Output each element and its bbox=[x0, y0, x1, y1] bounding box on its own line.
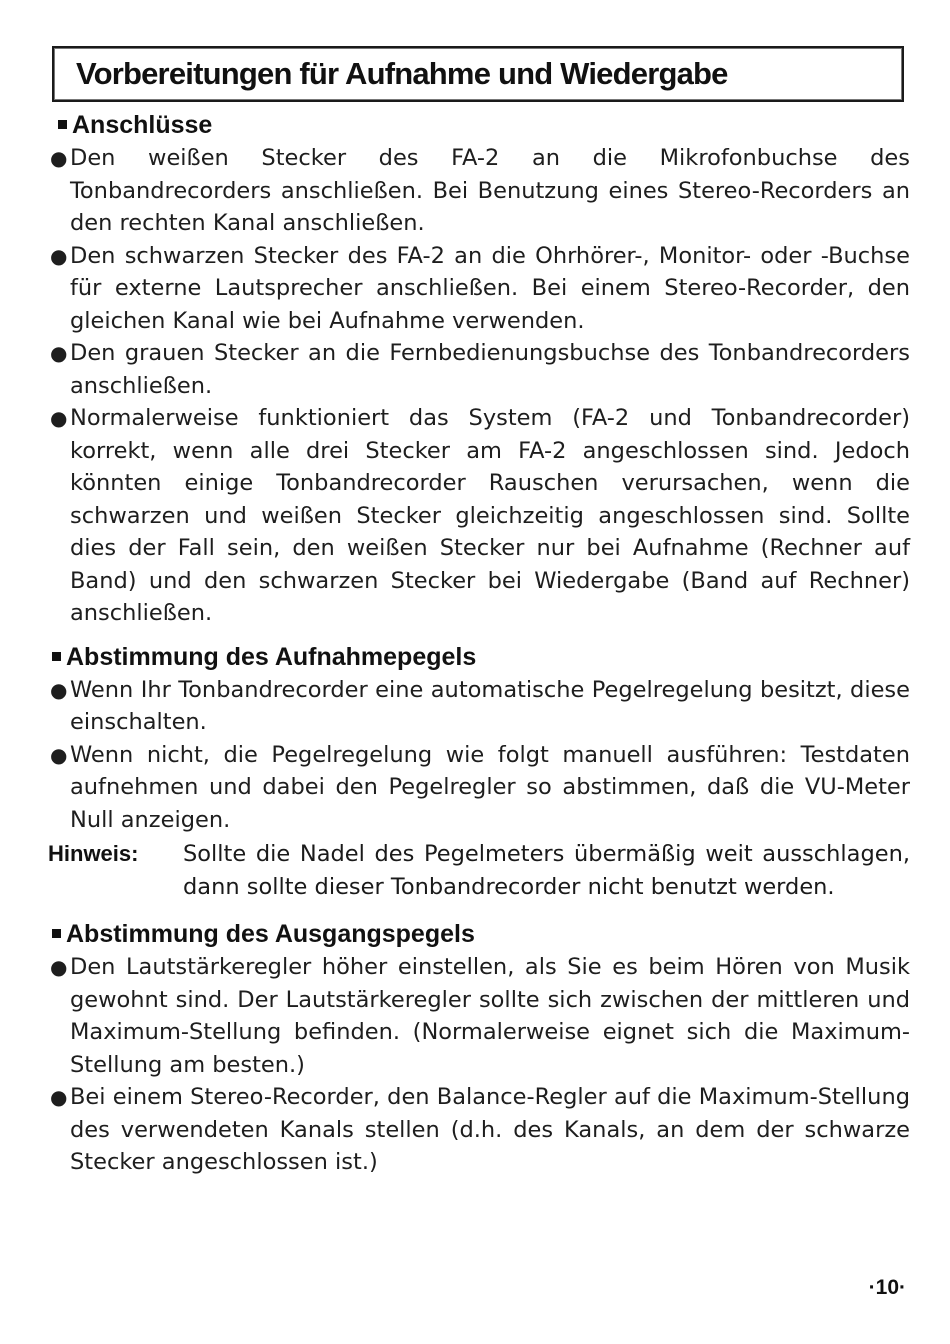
bullet-list bbox=[48, 674, 910, 837]
round-bullet-icon: ● bbox=[50, 677, 68, 702]
section-heading-text: Anschlüsse bbox=[72, 111, 213, 139]
list-item-text: Wenn nicht, die Pegelregelung wie folgt manuell ausführen: Testdaten aufnehmen und dabei den Pegelregler so abstimmen, daß die VU-Meter Null anzeigen. bbox=[70, 741, 910, 833]
list-item-text: Den schwarzen Stecker des FA-2 an die Ohrhörer-, Monitor- oder -Buchse für externe Lautsprecher anschließen. Bei einem Stereo-Recorder, den gleichen Kanal wie bei Aufnahme verwenden. bbox=[70, 242, 910, 334]
section-anschluesse bbox=[48, 108, 910, 630]
note bbox=[48, 838, 910, 903]
list-item-text: Den Lautstärkeregler höher einstellen, als Sie es beim Hören von Musik gewohnt sind. Der Lautstärkeregler sollte sich zwischen der mittleren und Maximum-Stellung befinden. (Normalerweise eignet sich die Maximum-Stellung am besten.) bbox=[70, 954, 910, 1078]
square-bullet-icon bbox=[52, 652, 61, 661]
round-bullet-icon: ● bbox=[50, 146, 68, 170]
section-heading-text: Abstimmung des Aufnahmepegels bbox=[66, 642, 477, 671]
section-heading bbox=[52, 917, 910, 951]
bullet-list bbox=[48, 951, 910, 1179]
document-page bbox=[48, 46, 910, 1179]
page-title: Vorbereitungen für Aufnahme und Wiedergabe bbox=[76, 56, 728, 91]
section-heading-text: Abstimmung des Ausgangspegels bbox=[66, 920, 475, 948]
page-number: ·10· bbox=[868, 1276, 906, 1299]
round-bullet-icon: ● bbox=[50, 1085, 68, 1109]
list-item bbox=[48, 142, 910, 240]
section-aufnahmepegel bbox=[48, 640, 910, 904]
round-bullet-icon: ● bbox=[50, 742, 68, 767]
section-ausgangspegel bbox=[48, 917, 910, 1179]
list-item bbox=[48, 240, 910, 338]
note-label: Hinweis: bbox=[48, 841, 139, 866]
round-bullet-icon: ● bbox=[50, 341, 68, 365]
square-bullet-icon bbox=[58, 120, 67, 129]
list-item bbox=[48, 402, 910, 630]
list-item-text: Bei einem Stereo-Recorder, den Balance-Regler auf die Maximum-Stellung des verwendeten Kanals stellen (d.h. des Kanals, an dem der schwarze Stecker angeschlossen ist.) bbox=[70, 1084, 910, 1175]
title-box bbox=[52, 46, 904, 102]
list-item bbox=[48, 1081, 910, 1179]
list-item-text: Wenn Ihr Tonbandrecorder eine automatische Pegelregelung besitzt, diese einschalten. bbox=[70, 676, 910, 735]
list-item bbox=[48, 739, 910, 837]
round-bullet-icon: ● bbox=[50, 243, 68, 268]
list-item bbox=[48, 674, 910, 739]
list-item-text: Den grauen Stecker an die Fernbedienungsbuchse des Tonbandrecorders anschließen. bbox=[70, 340, 910, 399]
list-item-text: Den weißen Stecker des FA-2 an die Mikrofonbuchse des Tonbandrecorders anschließen. Bei Benutzung eines Stereo-Recorders an den rechten Kanal anschließen. bbox=[70, 145, 910, 236]
list-item bbox=[48, 951, 910, 1081]
note-text: Sollte die Nadel des Pegelmeters übermäßig weit ausschlagen, dann sollte dieser Tonbandrecorder nicht benutzt werden. bbox=[183, 841, 910, 900]
bullet-list bbox=[48, 142, 910, 630]
round-bullet-icon: ● bbox=[50, 955, 68, 979]
list-item bbox=[48, 337, 910, 402]
square-bullet-icon bbox=[52, 929, 61, 938]
list-item-text: Normalerweise funktioniert das System (FA-2 und Tonbandrecorder) korrekt, wenn alle drei Stecker am FA-2 angeschlossen sind. Jedoch könnten einige Tonbandrecorder Rauschen verursachen, wenn die schwarzen und weißen Stecker gleichzeitig angeschlossen sind. Sollte dies der Fall sein, den weißen Stecker nur bei Aufnahme (Rechner auf Band) und den schwarzen Stecker bei Wiedergabe (Band auf Rechner) anschließen. bbox=[70, 405, 910, 626]
round-bullet-icon: ● bbox=[50, 406, 68, 430]
section-heading bbox=[52, 640, 910, 674]
section-heading bbox=[58, 108, 910, 142]
